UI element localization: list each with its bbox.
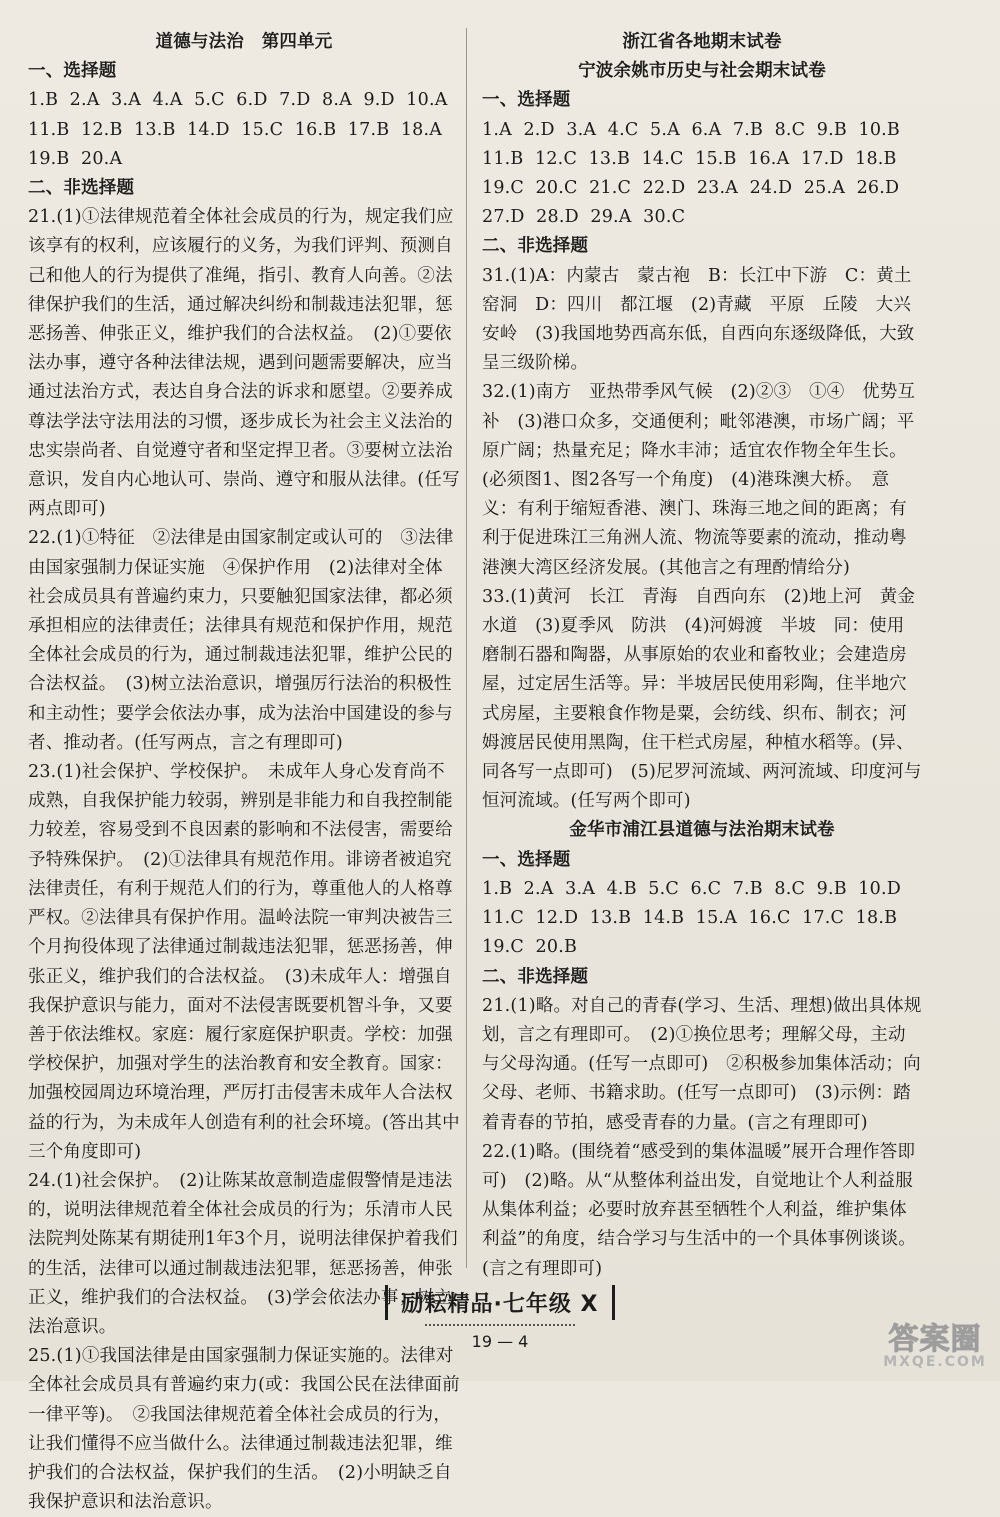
page-number: 19 — 4 <box>471 1332 529 1351</box>
right-title-1: 浙江省各地期末试卷 <box>622 32 782 52</box>
watermark-site: MXQE.COM <box>883 1354 987 1370</box>
answer-21: 21.(1)①法律规范着全体社会成员的行为，规定我们应该享有的权利，应该履行的义务，为我们评判、预测自己和他人的行为提供了准绳，指引、教育人向善。②法律保护我们的生活，通过解决纠纷和制裁违法犯罪，惩恶扬善、伸张正义，维护我们的合法权益。 (2)①要依法办事，遵守各种法律法规，遇到问题需要解决，应当通过法治方式，表达自身合法的诉求和愿望。②要养成尊法学法守法用法的习惯，逐步成长为社会主义法治的忠实崇尚者、自觉遵守者和坚定捍卫者。③要树立法治意识，发自内心地认可、崇尚、遵守和服从法律。(任写两点即可) <box>28 207 460 520</box>
choice-line: 11.B 12.B 13.B 14.D 15.C 16.B 17.B 18.A <box>28 119 443 140</box>
page-footer <box>0 1285 1000 1351</box>
choice-line: 19.B 20.A <box>28 148 123 169</box>
answer-22: 22.(1)①特征 ②法律是由国家制定或认可的 ③法律由国家强制力保证实施 ④保护作用 (2)法律对全体社会成员具有普遍约束力，只要触犯国家法律，都必须承担相应的法律责任；法律具有规范和保护作用，规范全体社会成员的行为，通过制裁违法犯罪，维护公民的合法权益。 (3)树立法治意识，增强厉行法治的积极性和主动性；要学会依法办事，成为法治中国建设的参与者、推动者。(任写两点，言之有理即可) <box>28 528 454 753</box>
left-section-choice: 一、选择题 <box>28 61 117 82</box>
answer-22-b: 22.(1)略。(围绕着“感受到的集体温暖”展开合理作答即可) (2)略。从“从整体利益出发，自觉地让个人利益服从集体利益；必要时放弃甚至牺牲个人利益，维护集体利益”的角度，结合学习与生活中的一个具体事例谈谈。(言之有理即可) <box>482 1141 916 1279</box>
answer-32: 32.(1)南方 亚热带季风气候 (2)②③ ①④ 优势互补 (3)港口众多，交通便利；毗邻港澳，市场广阔；平原广阔；热量充足；降水丰沛；适宜农作物全年生长。(必须图1、图2各写一个角度) (4)港珠澳大桥。 意义：有利于缩短香港、澳门、珠海三地之间的距离；有利于促进珠江三角洲人流、物流等要素的流动，推动粤港澳大湾区经济发展。(其他言之有理酌情给分) <box>482 382 916 578</box>
choice-line: 11.C 12.D 13.B 14.B 15.A 16.C 17.C 18.B <box>482 908 898 929</box>
answer-24: 24.(1)社会保护。 (2)让陈某故意制造虚假警情是违法的，说明法律规范着全体社会成员的行为；乐清市人民法院判处陈某有期徒刑1年3个月，说明法律保护着我们的生活，法律可以通过制裁违法犯罪，惩恶扬善，伸张正义，维护我们的合法权益。 (3)学会依法办事；树立法治意识。 <box>28 1170 458 1337</box>
answer-31: 31.(1)A：内蒙古 蒙古袍 B：长江中下游 C：黄土窑洞 D：四川 都江堰 (2)青藏 平原 丘陵 大兴安岭 (3)我国地势西高东低，自西向东逐级降低，大致呈三级阶梯。 <box>482 265 915 374</box>
choice-line: 19.C 20.C 21.C 22.D 23.A 24.D 25.A 26.D <box>482 178 900 199</box>
left-title: 道德与法治 第四单元 <box>155 32 333 52</box>
answer-33: 33.(1)黄河 长江 青海 自西向东 (2)地上河 黄金水道 (3)夏季风 防洪 (4)河姆渡 半坡 同：使用磨制石器和陶器，从事原始的农业和畜牧业；会建造房屋，过定居生活等。异：半坡居民使用彩陶，住半地穴式房屋，主要粮食作物是粟，会纺线、织布、制衣；河姆渡居民使用黑陶，住干栏式房屋，种植水稻等。(异、同各写一点即可) (5)尼罗河流域、两河流域、印度河与恒河流域。(任写两个即可) <box>482 586 922 812</box>
column-divider <box>466 28 467 1268</box>
choice-line: 19.C 20.B <box>482 937 578 958</box>
right-column <box>482 28 922 1284</box>
choice-line: 1.B 2.A 3.A 4.B 5.C 6.C 7.B 8.C 9.B 10.D <box>482 878 901 899</box>
right-title-2: 宁波余姚市历史与社会期末试卷 <box>578 61 826 82</box>
answer-25: 25.(1)①我国法律是由国家强制力保证实施的。法律对全体社会成员具有普遍约束力(或：我国公民在法律面前一律平等)。 ②我国法律规范着全体社会成员的行为，让我们懂得不应当做什么。法律通过制裁违法犯罪，维护我们的合法权益，保护我们的生活。 (2)小明缺乏自我保护意识和法治意识。 <box>28 1346 460 1513</box>
choice-line: 1.B 2.A 3.A 4.A 5.C 6.D 7.D 8.A 9.D 10.A <box>28 90 448 111</box>
watermark-logo <box>880 1310 990 1376</box>
choice-line: 27.D 28.D 29.A 30.C <box>482 207 686 228</box>
left-section-nonchoice: 二、非选择题 <box>28 178 135 199</box>
right-section-nonchoice-2: 二、非选择题 <box>482 966 589 987</box>
choice-line: 11.B 12.C 13.B 14.C 15.B 16.A 17.D 18.B <box>482 148 897 169</box>
right-section-choice: 一、选择题 <box>482 90 571 111</box>
right-section-nonchoice: 二、非选择题 <box>482 236 589 257</box>
choice-line: 1.A 2.D 3.A 4.C 5.A 6.A 7.B 8.C 9.B 10.B <box>482 119 900 140</box>
right-section-choice-2: 一、选择题 <box>482 849 571 870</box>
brand-label: 励耘精品·七年级 X <box>385 1285 616 1320</box>
answer-23: 23.(1)社会保护、学校保护。 未成年人身心发育尚不成熟，自我保护能力较弱，辨别是非能力和自我控制能力较差，容易受到不良因素的影响和不法侵害，需要给予特殊保护。 (2)①法律具有规范作用。诽谤者被追究法律责任，有利于规范人们的行为，尊重他人的人格尊严权。②法律具有保护作用。温岭法院一审判决被告三个月拘役体现了法律通过制裁违法犯罪，惩恶扬善，伸张正义，维护我们的合法权益。 (3)未成年人：增强自我保护意识与能力，面对不法侵害既要机智斗争，又要善于依法维权。家庭：履行家庭保护职责。学校：加强学校保护，加强对学生的法治教育和安全教育。国家：加强校园周边环境治理，严厉打击侵害未成年人合法权益的行为，为未成年人创造有利的社会环境。(答出其中三个角度即可) <box>28 762 460 1162</box>
watermark-logo-text: 答案圈 <box>888 1322 982 1357</box>
right-title-3: 金华市浦江县道德与法治期末试卷 <box>569 820 835 841</box>
footer-dotted-rule <box>425 1324 575 1326</box>
answer-21-b: 21.(1)略。对自己的青春(学习、生活、理想)做出具体规划，言之有理即可。 (2)①换位思考；理解父母，主动与父母沟通。(任写一点即可) ②积极参加集体活动；向父母、老师、书籍求助。(任写一点即可) (3)示例：踏着青春的节拍，感受青春的力量。(言之有理即可) <box>482 995 922 1133</box>
